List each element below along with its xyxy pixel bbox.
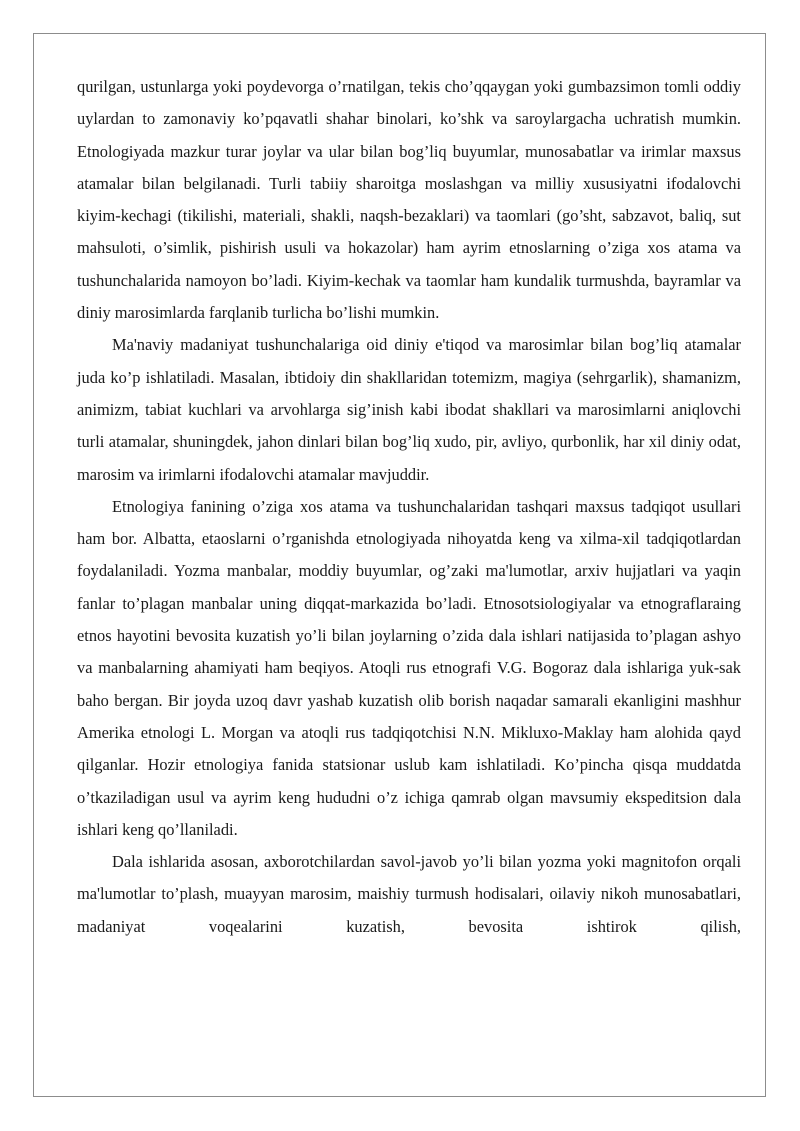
- paragraph-3: Etnologiya fanining o’ziga xos atama va tushunchalaridan tashqari maxsus tadqiqot usullari ham bor. Albatta, etaoslarni o’rganishda etnologiyada nihoyatda keng va xilma-xil tadqiqotlardan foydalaniladi. Yozma manbalar, moddiy buyumlar, og’zaki ma'lumotlar, arxiv hujjatlari va yaqin fanlar to’plagan manbalar uning diqqat-markazida bo’ladi. Etnosotsiologiyalar va etnograflaraing etnos hayotini bevosita kuzatish yo’li bilan joylarning o’zida dala ishlari natijasida to’plagan ashyo va manbalarning ahamiyati ham beqiyos. Atoqli rus etnografi V.G. Bogoraz dala ishlariga yuk-sak baho bergan. Bir joyda uzoq davr yashab kuzatish olib borish naqadar samarali ekanligini mashhur Amerika etnologi L. Morgan va atoqli rus tadqiqotchisi N.N. Mikluxo-Maklay ham alohida qayd qilganlar. Hozir etnologiya fanida statsionar uslub kam ishlatiladi. Ko’pincha qisqa muddatda o’tkaziladigan usul va ayrim keng hududni o’z ichiga qamrab olgan mavsumiy ekspeditsion dala ishlari keng qo’llaniladi.: [77, 496, 741, 839]
- paragraph-2: Ma'naviy madaniyat tushunchalariga oid diniy e'tiqod va marosimlar bilan bog’liq atamalar juda ko’p ishlatiladi. Masalan, ibtidoiy din shakllaridan totemizm, magiya (sehrgarlik), shamanizm, animizm, tabiat kuchlari va arvohlarga sig’inish kabi ibodat shakllari va marosimlarni aniqlovchi turli atamalar, shuningdek, jahon dinlari bilan bog’liq xudo, pir, avliyo, qurbonlik, har xil diniy odat, marosim va irimlarni ifodalovchi atamalar mavjuddir.: [77, 335, 741, 484]
- document-body: [77, 71, 741, 943]
- paragraph-4: Dala ishlarida asosan, axborotchilardan savol-javob yo’li bilan yozma yoki magnitofon orqali ma'lumotlar to’plash, muayyan marosim, maishiy turmush hodisalari, oilaviy nikoh munosabatlari, madaniyat voqealarini kuzatish, bevosita ishtirok qilish,: [77, 852, 741, 936]
- paragraph-1: qurilgan, ustunlarga yoki poydevorga o’rnatilgan, tekis cho’qqaygan yoki gumbazsimon tomli oddiy uylardan to zamonaviy ko’pqavatli shahar binolari, ko’shk va saroylargacha uchratish mumkin. Etnologiyada mazkur turar joylar va ular bilan bog’liq buyumlar, munosabatlar va irimlar maxsus atamalar bilan belgilanadi. Turli tabiiy sharoitga moslashgan va milliy xususiyatni ifodalovchi kiyim-kechagi (tikilishi, materiali, shakli, naqsh-bezaklari) va taomlari (go’sht, sabzavot, baliq, sut mahsuloti, o’simlik, pishirish usuli va hokazolar) ham ayrim etnoslarning o’ziga xos atama va tushunchalarida namoyon bo’ladi. Kiyim-kechak va taomlar ham kundalik turmushda, bayramlar va diniy marosimlarda farqlanib turlicha bo’lishi mumkin.: [77, 77, 741, 323]
